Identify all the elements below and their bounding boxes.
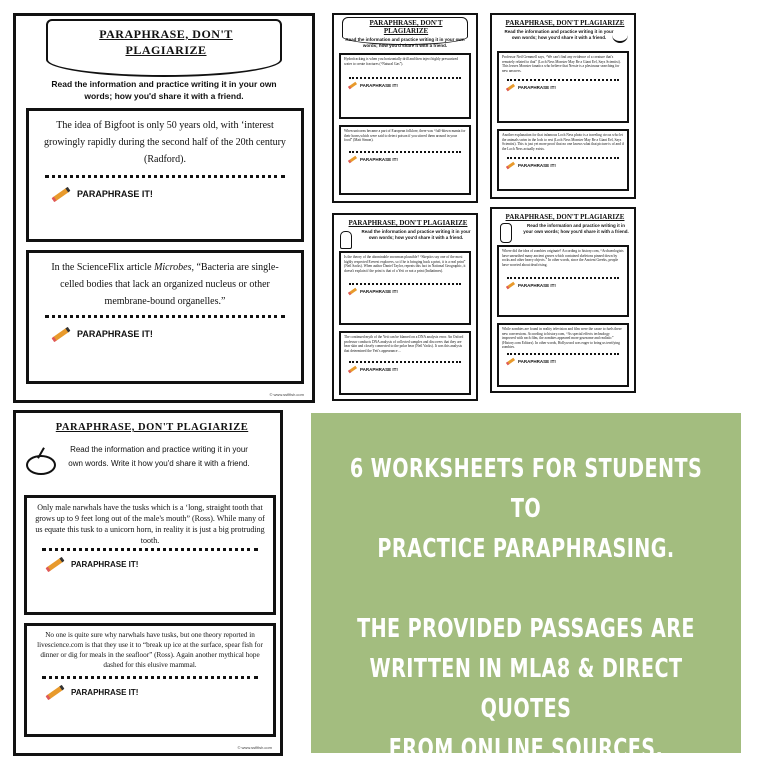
paraphrase-prompt: [51, 329, 153, 339]
dotted-divider: [42, 676, 259, 679]
worksheet-thumbnail-4: [490, 207, 636, 393]
dotted-divider: [349, 283, 462, 285]
pencil-icon: [348, 288, 357, 296]
passage-box-1: [339, 251, 471, 325]
dotted-divider: [507, 79, 620, 81]
paraphrase-label: PARAPHRASE IT!: [360, 83, 398, 88]
dotted-divider: [507, 157, 620, 159]
passage-box-1: [497, 245, 629, 317]
paraphrase-label: PARAPHRASE IT!: [71, 560, 139, 569]
passage-text: Is the theory of the abominable snowman plausible? “Skeptics say one of the most highly respected Everest explorers, so if he is bringing back a print, it is a real print” (Neil Sacks). When author Daniel Taylor, repeats this fact in National Geographic, it doesn't explain if the print is that of a Yeti or not a print (Indiatimes).: [344, 255, 466, 273]
paraphrase-prompt: [506, 359, 556, 364]
passage-box-1: [497, 51, 629, 123]
paraphrase-prompt: [348, 83, 398, 88]
worksheet-instructions: Read the information and practice writing it in your own words; how you'd share it with a friend.: [523, 223, 629, 234]
worksheet-2: [13, 410, 283, 756]
paraphrase-prompt: [506, 85, 556, 90]
worksheet-title: PARAPHRASE, DON'T PLAGIARIZE: [369, 19, 443, 35]
paraphrase-label: PARAPHRASE IT!: [77, 189, 153, 199]
dotted-divider: [45, 315, 284, 318]
worksheet-instructions: Read the information and practice writing it in your own words; how you'd share it with a friend.: [51, 79, 277, 101]
pencil-icon: [506, 84, 515, 92]
sea-monster-icon: [612, 29, 628, 43]
paraphrase-prompt: [348, 289, 398, 294]
passage-box-1: [24, 495, 276, 615]
paraphrase-prompt: [348, 157, 398, 162]
dotted-divider: [349, 151, 462, 153]
paraphrase-prompt: [506, 163, 556, 168]
passage-box-2: [497, 323, 629, 387]
passage-box-1: [26, 108, 304, 242]
pencil-icon: [348, 156, 357, 164]
paraphrase-prompt: [45, 560, 138, 569]
dotted-divider: [349, 361, 462, 363]
pencil-icon: [51, 326, 70, 342]
passage-text: When unicorns became a part of European folklore, there was “full-blown mania for their horns,which were said to detect poison if you stirred them around in your food” (Matt Simon).: [344, 129, 466, 142]
narwhal-icon: [22, 447, 56, 475]
worksheet-thumbnail-1: [332, 13, 478, 203]
promo-line: THE PROVIDED PASSAGES ARE: [357, 614, 695, 644]
pencil-icon: [348, 82, 357, 90]
paraphrase-label: PARAPHRASE IT!: [518, 359, 556, 364]
passage-text: [41, 259, 289, 310]
pencil-icon: [45, 557, 64, 573]
paraphrase-prompt: [506, 283, 556, 288]
pencil-icon: [506, 358, 515, 366]
passage-box-2: [497, 129, 629, 191]
worksheet-instructions: Read the information and practice writing it in your own words; how you'd share it with a friend.: [345, 37, 465, 48]
paraphrase-label: PARAPHRASE IT!: [360, 157, 398, 162]
pencil-icon: [506, 282, 515, 290]
passage-box-2: [339, 331, 471, 395]
article-title: Microbes: [154, 262, 192, 273]
worksheet-thumbnail-3: [332, 213, 478, 401]
promo-line: 6 WORKSHEETS FOR STUDENTS TO: [349, 454, 703, 524]
passage-text: Another explanation for that infamous Loch Ness photo is a traveling circus who let the animals swim in the loch to rest (Loch Ness Monster May Be a Giant Eel, Says Scientist). This is just yet more proof that no one knows what that picture is of and if the Loch Ness actually exists.: [502, 133, 624, 151]
paraphrase-label: PARAPHRASE IT!: [518, 85, 556, 90]
pencil-icon: [51, 186, 70, 202]
worksheet-title: PARAPHRASE, DON'T PLAGIARIZE: [505, 19, 625, 27]
paraphrase-prompt: [51, 189, 153, 199]
promo-panel: [311, 413, 741, 764]
promo-line: PRACTICE PARAPHRASING.: [377, 534, 675, 564]
worksheet-title: PARAPHRASE, DON'T PLAGIARIZE: [348, 219, 468, 227]
dotted-divider: [507, 353, 620, 355]
passage-text-part: , “Bacteria are single-celled bodies that lack an organized nucleus or other membrane-bound organelles.”: [60, 262, 279, 307]
dotted-divider: [45, 175, 284, 178]
paraphrase-label: PARAPHRASE IT!: [71, 688, 139, 697]
passage-text: Where did the idea of zombies originate? According to history.com, “Archaeologists have unearthed many ancient graves which contained skeletons pinned down by rocks and other heavy objects.” In other words, since the Ancient Greeks, people have worried about dead rising.: [502, 249, 624, 267]
paraphrase-label: PARAPHRASE IT!: [77, 329, 153, 339]
worksheet-title: PARAPHRASE, DON'T PLAGIARIZE: [55, 422, 249, 433]
paraphrase-label: PARAPHRASE IT!: [518, 163, 556, 168]
worksheet-1: [13, 13, 315, 403]
worksheet-instructions: Read the information and practice writing it in your own words. Write it how you'd share it with a friend.: [68, 445, 250, 468]
paraphrase-label: PARAPHRASE IT!: [360, 289, 398, 294]
worksheet-title: PARAPHRASE, DON'T PLAGIARIZE: [505, 213, 625, 221]
promo-line: WRITTEN IN MLA8 & DIRECT QUOTES: [369, 654, 683, 724]
zombie-icon: [500, 223, 512, 243]
passage-text: Only male narwhals have the tusks which is a ‘long, straight tooth that grows up to 9 feet long out of the male's mouth” (Ross). While many of us equate this tusk to a unicorn horn, in reality it is just a big protruding tooth.: [35, 503, 265, 545]
dotted-divider: [507, 277, 620, 279]
passage-text: Hydrofracking is when you horizontally drill and then inject highly pressurized water to create fractures (“Natural Gas”).: [344, 57, 458, 66]
passage-text: While zombies are found in reality television and film were the cause to fuels these new conversions. According to history.com, “As special effects technology improved with each film, the zombies appeared more gruesome and realistic” (History.com Editors). In other words, Hollywood was eager to bring us terrifying zombies.: [502, 327, 622, 349]
yeti-icon: [340, 231, 352, 249]
paraphrase-label: PARAPHRASE IT!: [360, 367, 398, 372]
passage-text: The continued myth of the Yeti can be blamed on a DNA analysis error. An Oxford professor conducts DNA analysis of collected samples and discovers that they are bear skin and closely connected to the polar bear (Neil Vacks). It was this analysis that determined the Yeti's appearance ...: [344, 335, 464, 353]
dotted-divider: [349, 77, 462, 79]
passage-box-2: [26, 250, 304, 384]
pencil-icon: [506, 162, 515, 170]
paraphrase-label: PARAPHRASE IT!: [518, 283, 556, 288]
passage-box-2: [24, 623, 276, 737]
worksheet-instructions: Read the information and practice writing it in your own words; how you'd share it with a friend.: [361, 229, 471, 240]
passage-text: No one is quite sure why narwhals have tusks, but one theory reported in livescience.com is that they use it to “break up ice at the surface, spear fish for dinner or dig for meals in the seafloor” (Ross). Again another mythical hope dashed for this elusive mammal.: [37, 631, 263, 669]
copyright-footer: © www.ssflfish.com: [237, 745, 272, 750]
dotted-divider: [42, 548, 259, 551]
passage-text: Professor Neil Gemmell says, “We can't find any evidence of a creature that's remotely related to that” (Loch Ness Monster May Be a Giant Eel, Says Scientist). This leaves Monster fanatics who believe that Nessie is a plesiosaur searching for new answers.: [502, 55, 621, 73]
paraphrase-prompt: [348, 367, 398, 372]
passage-text: The idea of Bigfoot is only 50 years old, with ‘interest growingly rapidly during the second half of the 20th century (Radford).: [44, 120, 286, 165]
copyright-footer: © www.ssflfish.com: [269, 392, 304, 397]
worksheet-instructions: Read the information and practice writing it in your own words; how you'd share it with a friend.: [504, 29, 614, 40]
promo-line: FROM ONLINE SOURCES.: [388, 734, 664, 764]
passage-text-part: In the ScienceFlix article: [51, 262, 155, 273]
passage-box-1: [339, 53, 471, 119]
pencil-icon: [45, 685, 64, 701]
passage-box-2: [339, 125, 471, 195]
pencil-icon: [348, 366, 357, 374]
worksheet-thumbnail-2: [490, 13, 636, 199]
worksheet-title: PARAPHRASE, DON'T PLAGIARIZE: [99, 27, 233, 57]
paraphrase-prompt: [45, 688, 138, 697]
